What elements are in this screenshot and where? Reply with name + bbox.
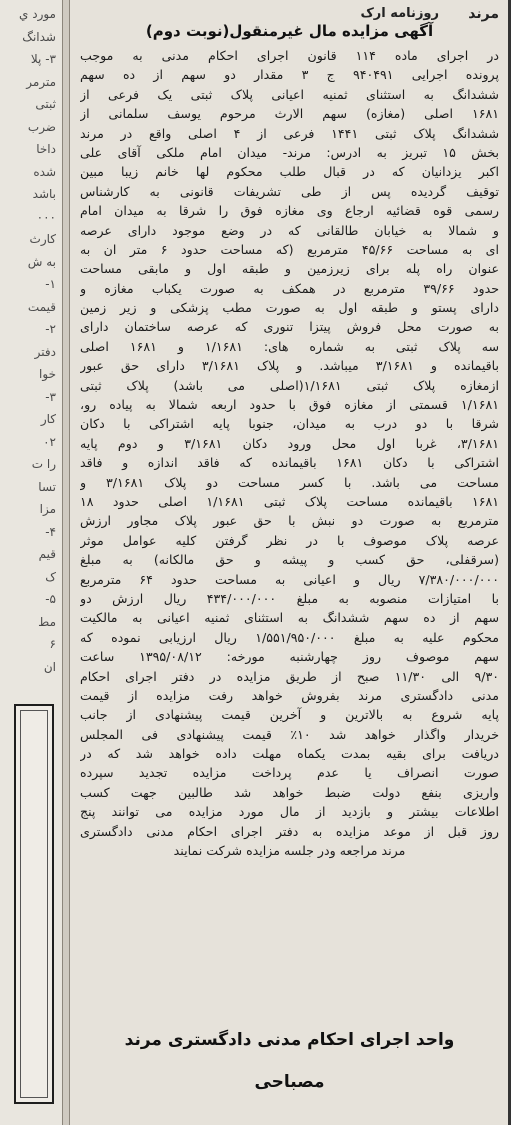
adjacent-column-fragment: ۳- (45, 389, 56, 404)
notice-text-line: سهم موصوف روز چهارشنبه مورخه: ۱۳۹۵/۰۸/۱۲ ساعت (80, 649, 499, 665)
adjacent-column-fragment: ۰۲ (43, 434, 56, 449)
adjacent-column-fragment: ۵- (45, 592, 56, 606)
notice-text-line: (سرقفلی، حق کسب و پیشه و حق مالکانه) به مبلغ (80, 552, 499, 568)
notice-text-line: بخش ۱۵ تبریز به ادرس: مرند- میدان امام ملکی آقای علی (80, 144, 499, 160)
notice-text-line: ششدانگ پلاک ثبتی ۱۴۴۱ فرعی از ۴ اصلی واقع در مرند (80, 125, 499, 141)
ad-frame-box (14, 704, 54, 1104)
notice-text-line: اشتراکی با دکان ۱۶۸۱ باقیمانده که فاقد اندازه و فاقد (80, 455, 499, 471)
notice-text-line: و شمالا به خیابان طالقانی که در وضع موجود دارای عرصه (80, 222, 499, 238)
adjacent-column-fragment: قیم (38, 547, 56, 561)
notice-text-line: ۹/۳۰ الی ۱۱/۳۰ صبح از طریق مزایده در دفتر اجرای احکام (80, 668, 499, 684)
notice-text-line: ۳/۱۶۸۱، غربا اول محل ورود دکان ۳/۱۶۸۱ و دوم پایه (80, 435, 499, 451)
notice-title: آگهی مزایده مال غیرمنقول(نوبت دوم) (145, 22, 434, 40)
adjacent-column-fragment: مورد ي (19, 7, 56, 21)
location-label: مرند (468, 6, 499, 22)
notice-text-line: مساحت می باشد. با کسر مساحت دو پلاک ۳/۱۶۸۱ و (80, 474, 499, 490)
adjacent-column-fragment: ۰۰۰ (36, 209, 56, 224)
adjacent-column-fragment: داخا (36, 142, 56, 156)
newspaper-name: روزنامه ارک (360, 6, 439, 21)
notice-text-line: اطلاعات بیشتر و بازدید از مال مورد مزایده می توانند پنج (80, 804, 499, 820)
notice-text-line: مدنی دادگستری مرند بفروش خواهد رفت مزایده از قیمت (80, 687, 499, 703)
notice-text-line: محکوم علیه به مبلغ ۱/۵۵۱/۹۵۰/۰۰۰ ریال ارزیابی نموده که (80, 629, 499, 645)
adjacent-column-fragment: قیمت (27, 299, 56, 314)
notice-text-line: ششدانگ به استثنای ثمنیه اعیانی پلاک ثبتی یک فرعی از (80, 86, 499, 102)
notice-text-line: شرقا با دو درب به میدان، جنوبا پایه اشتراکی با دکان (80, 416, 499, 432)
adjacent-column-fragment: شدانگ (22, 29, 56, 44)
adjacent-column-fragment: شده (33, 164, 56, 179)
notice-text-line: اکبر یزدانیان که در قبال طلب محکوم لها خانم زیبا مبین (80, 164, 499, 180)
notice-text-line: رسمی قوه قضائیه ارجاع وی مغازه فوق را شرقا به میدان امام (80, 203, 499, 219)
adjacent-column-fragment: مزا (39, 502, 56, 516)
issuing-unit: واحد اجرای احکام مدنی دادگستری مرند (124, 1030, 455, 1050)
adjacent-column-fragment: ثبتی (35, 97, 56, 111)
notice-text-line: پایه شروع به بالاترین و آخرین قیمت پیشنهادی از جانب (80, 707, 499, 723)
adjacent-column-fragment: دفتر (34, 344, 56, 359)
notice-text-line: دارای پستو و طبقه اول به صورت مطب پزشکی و زیر زمین (80, 300, 499, 316)
notice-text-line: به صورت محل فروش پیتزا تنوری که عرصه ساختمان دارای (80, 319, 499, 335)
notice-text-line: ۱۶۸۱ اصلی (مغازه) سهم الارث مرحوم یوسف سلمانی از (80, 106, 499, 122)
notice-text-line: واریزی بنفع دولت ضبط خواهد شد طالبین جهت کسب (80, 784, 499, 800)
adjacent-column-fragment: باشد (32, 187, 56, 201)
adjacent-column-fragment: ک (45, 569, 56, 584)
notice-text-line: عرصه پلاک موصوف با در نظر گرفتن کلیه عوامل موثر (80, 532, 499, 548)
adjacent-column-fragment: کارث (29, 232, 56, 246)
adjacent-column-fragment: مترمر (26, 74, 56, 89)
adjacent-column-fragment: را ت (31, 457, 56, 471)
signatory-name: مصباحی (254, 1072, 325, 1092)
adjacent-column-fragment: ان (43, 659, 56, 674)
adjacent-column-fragment: ۲- (45, 322, 56, 336)
adjacent-column-fragment: ۳- پلا (30, 52, 56, 66)
adjacent-column-fragment: ۱- (45, 277, 56, 291)
notice-text-line: سهم از ده سهم ششدانگ به استثنای ثمنیه اعیانی به مالکیت (80, 610, 499, 626)
notice-text-line: حدود ۳۹/۶۶ مترمربع در همکف به صورت یکباب مغازه و (80, 280, 499, 296)
notice-text-line: در اجرای ماده ۱۱۴ قانون اجرای احکام مدنی به موجب (80, 48, 499, 63)
notice-body (80, 46, 499, 860)
adjacent-column-fragment: ۶ (49, 637, 56, 651)
notice-text-line: مرند مراجعه ودر جلسه مزایده شرکت نمایند (173, 843, 406, 859)
adjacent-column-fragment: کار (40, 412, 56, 426)
notice-text-line: مترمربع به صورت دو نبش با حق عبور پلاک مجاور ارزش (80, 513, 499, 529)
notice-text-line: ۱۶۸۱ باقیمانده مساحت پلاک ثبتی ۱/۱۶۸۱ اصلی حدود ۱۸ (80, 493, 499, 509)
notice-text-line: ۱/۱۶۸۱ قسمتی از مغازه فوق با حدود اربعه شمالا به پیاده رو، (80, 397, 499, 413)
notice-text-line: عنوان راه پله برای زیرزمین و طبقه اول و مابقی مساحت (80, 261, 499, 277)
notice-text-line: سه پلاک ثبتی به شماره های: ۱/۱۶۸۱ و ۱۶۸۱ اصلی (80, 338, 499, 354)
adjacent-column-fragment: به ش (27, 254, 56, 269)
notice-text-line: دریافت برای بقیه بمدت یکماه مهلت داده خواهد شد که در (80, 746, 499, 762)
notice-text-line: ای به مساحت ۴۵/۶۶ مترمربع (که مساحت حدود ۶ متر ان به (80, 241, 499, 257)
notice-text-line: ازمغازه پلاک ثبتی ۱/۱۶۸۱(اصلی می باشد) پلاک ثبتی (80, 377, 499, 393)
notice-text-line: باقیمانده و ۳/۱۶۸۱ میباشد. و پلاک ۳/۱۶۸۱ دارای حق عبور (80, 358, 499, 374)
adjacent-column-fragment: تسا (38, 479, 56, 494)
adjacent-column-fragment: ضرب (27, 119, 56, 134)
notice-text-line: پرونده اجرایی ۹۴۰۴۹۱ ج ۳ مقدار دو سهم از ده سهم (80, 67, 499, 83)
notice-text-line: روز قبل از موعد مزایده به دفتر اجرای احکام مدنی دادگستری (80, 823, 499, 839)
notice-text-line: توقیف گردیده پس از طی تشریفات قانونی به کارشناس (80, 183, 499, 199)
adjacent-column-fragment: خوا (39, 367, 56, 381)
notice-text-line: صورت انصراف یا عدم پرداخت مزایده تجدید سپرده (80, 765, 499, 781)
notice-text-line: ۷/۳۸۰/۰۰۰/۰۰۰ ریال و اعیانی به مساحت حدود ۶۴ مترمربع (80, 571, 499, 587)
notice-text-line: خریدار واگذار خواهد شد ۱۰٪ قیمت پیشنهادی فی المجلس (80, 726, 499, 742)
adjacent-column-fragment: ۴- (45, 524, 56, 539)
notice-text-line: با امتیازات منصوبه به مبلغ ۴۳۴/۰۰۰/۰۰۰ ریال ارزش دو (80, 590, 499, 606)
adjacent-column-fragment: مط (38, 614, 56, 629)
